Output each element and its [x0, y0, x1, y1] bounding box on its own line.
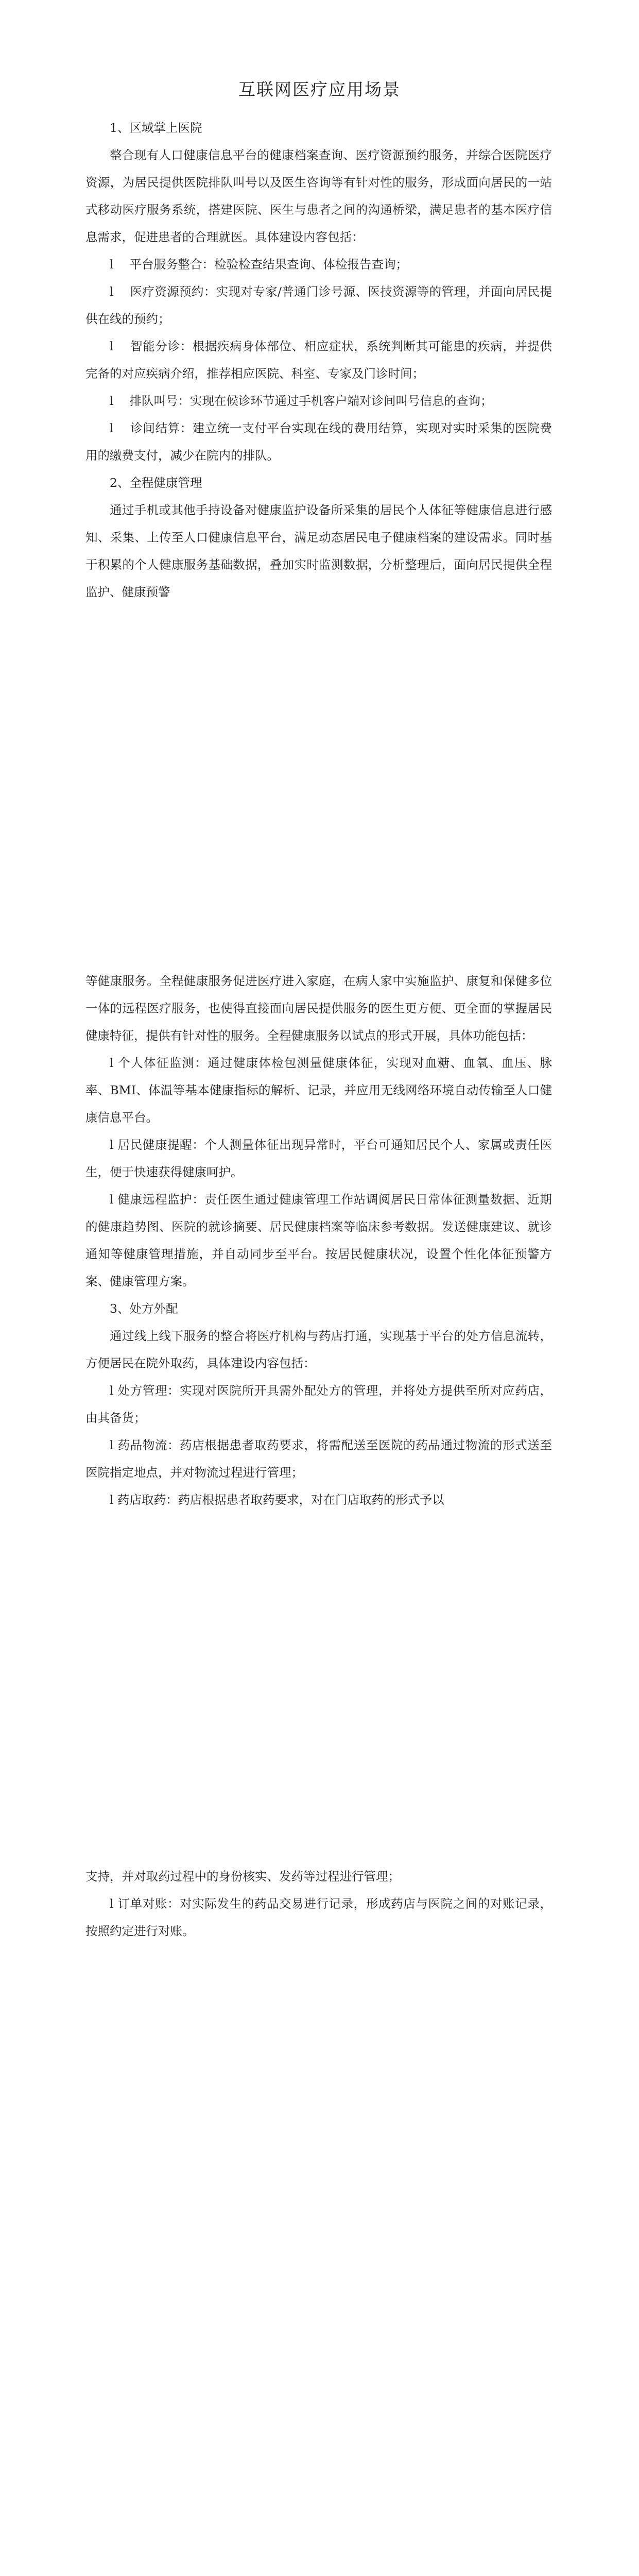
- list-item: l 药品物流：药店根据患者取药要求，将需配送至医院的药品通过物流的形式送至医院指定地点，并对物流过程进行管理；: [85, 1438, 552, 1480]
- section-heading: 2、全程健康管理: [110, 476, 202, 490]
- list-item: l 平台服务整合：检验检查结果查询、体检报告查询；: [110, 257, 408, 272]
- paragraph: 整合现有人口健康信息平台的健康档案查询、医疗资源预约服务，并综合医院医疗资源，为居民提供医院排队叫号以及医生咨询等有针对性的服务，形成面向居民的一站式移动医疗服务系统，搭建医院、医生与患者之间的沟通桥梁，满足患者的基本医疗信息需求，促进患者的合理就医。具体建设内容包括：: [85, 148, 552, 244]
- list-item: l 排队叫号：实现在候诊环节通过手机客户端对诊间叫号信息的查询；: [110, 394, 493, 408]
- text-block-3: [85, 1863, 552, 1945]
- list-item: l 健康远程监护：责任医生通过健康管理工作站调阅居民日常体征测量数据、近期的健康趋势图、医院的就诊摘要、居民健康档案等临床参考数据。发送健康建议、就诊通知等健康管理措施，并自动同步至平台。按居民健康状况，设置个性化体征预警方案、健康管理方案。: [85, 1192, 552, 1289]
- section-heading: 3、处方外配: [110, 1301, 178, 1316]
- list-item: l 处方管理：实现对医院所开具需外配处方的管理，并将处方提供至所对应药店，由其备货；: [85, 1383, 552, 1425]
- section-heading: 1、区域掌上医院: [110, 121, 202, 135]
- paragraph-continued: 支持，并对取药过程中的身份核实、发药等过程进行管理；: [85, 1869, 400, 1884]
- page-title: 互联网医疗应用场景: [238, 79, 401, 99]
- list-item: l 个人体征监测：通过健康体检包测量健康体征，实现对血糖、血氧、血压、脉率、BMI、体温等基本健康指标的解析、记录，并应用无线网络环境自动传输至人口健康信息平台。: [85, 1056, 552, 1125]
- list-item: l 订单对账：对实际发生的药品交易进行记录，形成药店与医院之间的对账记录，按照约定进行对账。: [85, 1896, 552, 1938]
- list-item: l 智能分诊：根据疾病身体部位、相应症状，系统判断其可能患的疾病，并提供完备的对应疾病介绍，推荐相应医院、科室、专家及门诊时间；: [85, 339, 552, 381]
- list-item: l 居民健康提醒：个人测量体征出现异常时，平台可通知居民个人、家属或责任医生，便于快速获得健康呵护。: [85, 1138, 552, 1179]
- list-item: l 诊间结算：建立统一支付平台实现在线的费用结算，实现对实时采集的医院费用的缴费支付，减少在院内的排队。: [85, 421, 552, 463]
- paragraph-continued: 等健康服务。全程健康服务促进医疗进入家庭，在病人家中实施监护、康复和保健多位一体的远程医疗服务，也使得直接面向居民提供服务的医生更方便、更全面的掌握居民健康特征，提供有针对性的服务。全程健康服务以试点的形式开展，具体功能包括：: [85, 974, 552, 1043]
- list-item: l 药店取药：药店根据患者取药要求，对在门店取药的形式予以: [110, 1493, 444, 1507]
- paragraph: 通过线上线下服务的整合将医疗机构与药店打通，实现基于平台的处方信息流转，方便居民在院外取药，具体建设内容包括：: [85, 1329, 552, 1370]
- text-block-2: [85, 968, 552, 1514]
- text-block-1: [85, 114, 552, 606]
- paragraph: 通过手机或其他手持设备对健康监护设备所采集的居民个人体征等健康信息进行感知、采集、上传至人口健康信息平台，满足动态居民电子健康档案的建设需求。同时基于积累的个人健康服务基础数据，叠加实时监测数据，分析整理后，面向居民提供全程监护、健康预警: [85, 503, 552, 599]
- list-item: l 医疗资源预约：实现对专家/普通门诊号源、医技资源等的管理，并面向居民提供在线的预约；: [85, 284, 552, 326]
